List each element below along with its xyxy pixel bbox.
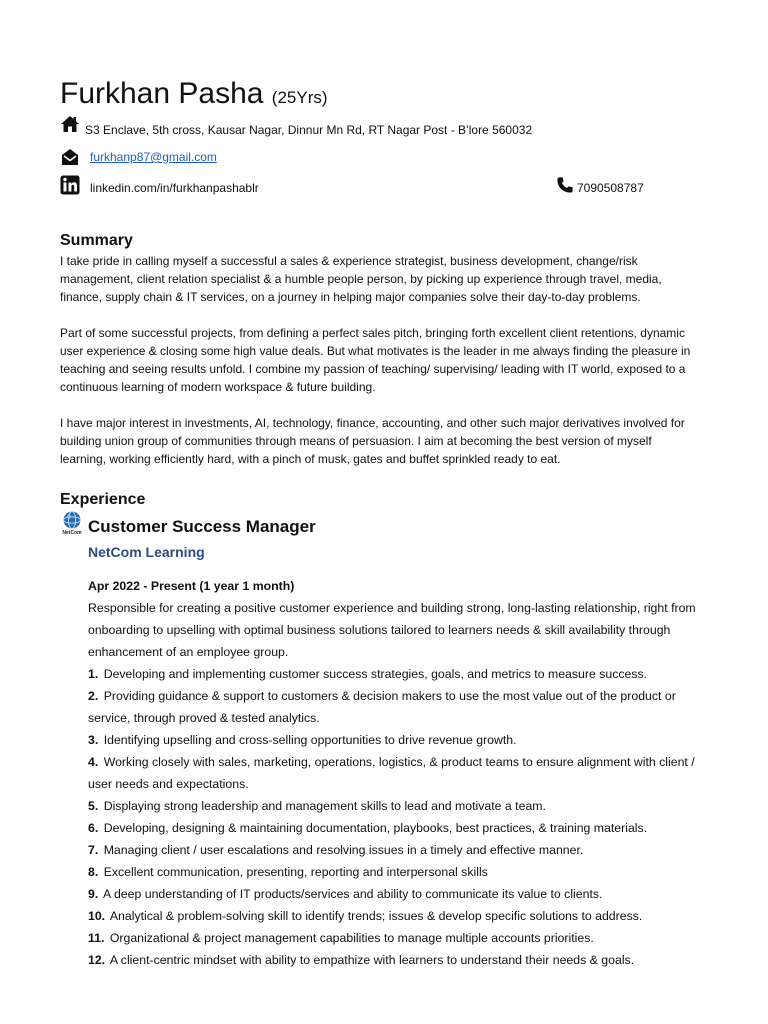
phone-icon [556, 176, 574, 194]
globe-icon [60, 510, 84, 530]
responsibility-item [88, 905, 708, 927]
item-number: 3. [88, 733, 99, 747]
envelope-icon [60, 147, 80, 167]
person-age: (25Yrs) [271, 88, 328, 107]
item-text: Displaying strong leadership and management skills to lead and motivate a team. [103, 799, 546, 813]
summary-body [60, 252, 700, 468]
item-text: Managing client / user escalations and resolving issues in a timely and effective manner. [103, 843, 584, 857]
responsibility-item [88, 949, 708, 971]
summary-heading: Summary [60, 232, 133, 249]
item-number: 4. [88, 755, 99, 769]
item-number: 6. [88, 821, 99, 835]
item-number: 10. [88, 909, 106, 923]
responsibility-item [88, 861, 708, 883]
item-number: 1. [88, 667, 99, 681]
resume-header-name [60, 76, 328, 116]
experience-details [88, 575, 708, 971]
role-description: Responsible for creating a positive customer experience and building strong, long-lasting relationship, right from onboarding to upselling with optimal business solutions tailored to learners needs & skill availability through enhancement of an employee group. [88, 601, 696, 659]
item-number: 8. [88, 865, 99, 879]
linkedin-text: linkedin.com/in/furkhanpashablr [90, 181, 259, 195]
experience-heading: Experience [60, 491, 146, 508]
person-name: Furkhan Pasha [60, 77, 264, 110]
phone-text: 7090508787 [577, 181, 644, 195]
item-number: 5. [88, 799, 99, 813]
responsibility-item [88, 729, 708, 751]
item-text: Developing, designing & maintaining documentation, playbooks, best practices, & training materials. [103, 821, 648, 835]
item-number: 7. [88, 843, 99, 857]
item-text: Providing guidance & support to customers & decision makers to use the most value out of the product or service, through proved & tested analytics. [88, 689, 676, 725]
employment-dates: Apr 2022 - Present (1 year 1 month) [88, 579, 295, 593]
item-number: 11. [88, 931, 105, 945]
summary-paragraph-3: I have major interest in investments, AI, technology, finance, accounting, and other such major derivatives involved for building union group of communities through means of persuasion. I aim at becoming the best version of myself learning, working efficiently hard, with a pinch of musk, gates and buffet sprinkled ready to eat. [60, 416, 685, 466]
item-text: Working closely with sales, marketing, operations, logistics, & product teams to ensure alignment with client / user needs and expectations. [88, 755, 695, 791]
home-icon [60, 114, 80, 134]
item-number: 9. [88, 887, 99, 901]
netcom-logo-text: NetCom [62, 530, 82, 536]
responsibility-item [88, 927, 708, 949]
address-text: S3 Enclave, 5th cross, Kausar Nagar, Dinnur Mn Rd, RT Nagar Post - B’lore 560032 [85, 123, 533, 137]
role-title: Customer Success Manager [88, 517, 316, 536]
item-number: 12. [88, 953, 106, 967]
responsibility-list [88, 663, 708, 971]
company-name: NetCom Learning [88, 544, 205, 560]
responsibility-item [88, 685, 708, 729]
item-text: Analytical & problem-solving skill to identify trends; issues & develop specific solutions to address. [109, 909, 643, 923]
summary-paragraph-2: Part of some successful projects, from defining a perfect sales pitch, bringing forth excellent client retentions, dynamic user experience & closing some high value deals. But what motivates is the leader in me always finding the pleasure in teaching and seeing results unfold. I combine my passion of teaching/ supervising/ leading with IT world, exposed to a continuous learning of modern workspace & future building. [60, 326, 691, 394]
linkedin-icon [60, 175, 80, 195]
responsibility-item [88, 751, 708, 795]
responsibility-item [88, 663, 708, 685]
netcom-logo [60, 510, 84, 538]
item-text: A client-centric mindset with ability to empathize with learners to understand their needs & goals. [109, 953, 635, 967]
item-text: A deep understanding of IT products/services and ability to communicate its value to clients. [103, 887, 603, 901]
summary-paragraph-1: I take pride in calling myself a successful a sales & experience strategist, business development, change/risk management, client relation specialist & a humble people person, by picking up experience through travel, media, finance, supply chain & IT services, on a journey in helping major companies solve their day-to-day problems. [60, 254, 662, 304]
responsibility-item [88, 795, 708, 817]
responsibility-item [88, 817, 708, 839]
responsibility-item [88, 839, 708, 861]
item-text: Excellent communication, presenting, reporting and interpersonal skills [103, 865, 488, 879]
item-text: Organizational & project management capabilities to manage multiple accounts priorities. [109, 931, 594, 945]
email-link[interactable]: furkhanp87@gmail.com [90, 150, 217, 164]
item-text: Developing and implementing customer success strategies, goals, and metrics to measure success. [103, 667, 648, 681]
item-number: 2. [88, 689, 99, 703]
item-text: Identifying upselling and cross-selling opportunities to drive revenue growth. [103, 733, 517, 747]
responsibility-item [88, 883, 708, 905]
